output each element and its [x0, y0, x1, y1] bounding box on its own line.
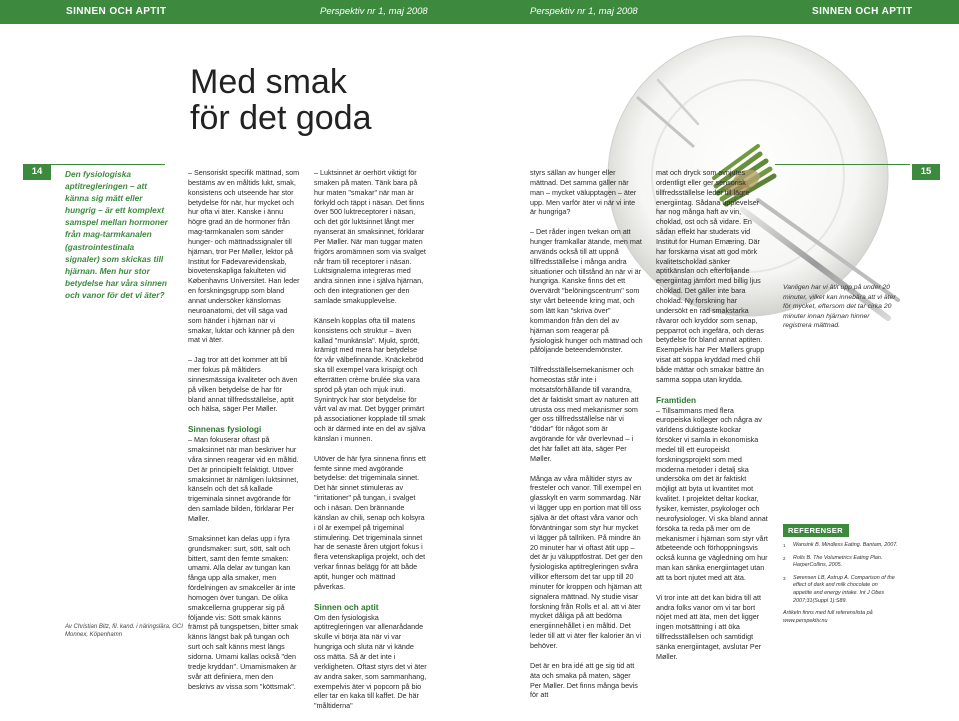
- rule-left: [45, 164, 165, 165]
- paragraph: – Det råder ingen tvekan om att hunger framkallar ätande, men mat används också till att uppnå tillfredsställelse i många andra situationer och tillstånd än när vi är hungriga. Kanske finns det ett övervärdt "belöningscentrum" som styr vårt beteende kring mat, och som lätt kan "skriva över" kommandon från den del av hjärnan som reagerar på fysiologisk hunger och mättnad och påföljande beteendemönster.: [530, 227, 643, 355]
- rule-right: [775, 164, 910, 165]
- headline-line-2: för det goda: [190, 99, 372, 137]
- lead-paragraph: Den fysiologiska aptitregleringen – att känna sig mätt eller hungrig – är ett komplext samspel mellan hormoner från mag-tarmkanalen (gastrointestinala signaler) som skickas till hjärnan. Men hur stor betydelse har våra sinnen och vanor för det vi äter?: [65, 169, 168, 300]
- paragraph: Smaksinnet kan delas upp i fyra grundsmaker: surt, sött, salt och bittert, samt den femte smaken: umami. Alla delar av tungan kan fånga upp alla smaker, men fördelningen av smakceller är inte homogen över tungan. De olika smakcellerna grupperar sig på följande vis: Sött smak känns främst på tungspetsen, bitter smak känns längst bak på tungan och surt och salt känns mest längs sidorna. Umami kallas också "den tredje kryddan". Umamismaken är svår att definiera, men den beskrivs av vissa som "köttsmak".: [188, 533, 299, 691]
- reference-item: [783, 575, 898, 605]
- paragraph: Om den fysiologiska aptitregleringen var allenarådande skulle vi börja äta när vi var hungriga och sluta när vi kände oss mätta. Så är det inte i verkligheten. Oftast styrs det vi äter av andra saker, som sammanhang, exempelvis äter vi popcorn på bio eller tar en kaka till kaffet. De här "måltiderna": [314, 612, 427, 711]
- paragraph: – Luktsinnet är oerhört viktigt för smaken på maten. Tänk bara på hur maten "smakar" när man är förkyld och täppt i näsan. Det finns över 500 luktreceptorer i näsan, och det gör luktsinnet långt mer nyanserat än smaksinnet, förklarar Per Møller. När man tuggar maten frigörs aromämnen som via svalget når fram till receptorer i näsan. Luktsignalerna integreras med andra sinnen inne i själva hjärnan, och den integrationen ger den samlade smakupplevelse.: [314, 168, 426, 305]
- section-title-left: SINNEN OCH APTIT: [66, 6, 167, 17]
- author-byline: Av Christian Bitz, fil. kand. i näringslära, GCI Monnex, Köpenhamn: [65, 624, 183, 638]
- image-caption: Vanligen har vi ätit upp på under 20 minuter, vilket kan innebära att vi äter för mycket, eftersom det tar cirka 20 minuter innan hjärnan hinner registrera mättnad.: [783, 284, 896, 330]
- subheading: Sinnen och aptit: [314, 601, 379, 612]
- subheading: Framtiden: [656, 394, 697, 405]
- paragraph: – Jag tror att det kommer att bli mer fokus på måltiders sinnesmässiga kvaliteter och även på vilken betydelse de har för bland annat tillfredsställelse, aptit och hälsa, säger Per Møller.: [188, 355, 298, 414]
- paragraph: – Sensoriskt specifik mättnad, som bestäms av en måltids lukt, smak, konsistens och utseende har stor betydelse för när, hur mycket och hur ofta vi äter. Kanske i ännu högre grad än de hormoner från mag-tarmkanalen som sänder hunger- och mättnadssignaler till hjärnan, tror Per Møller, lektor på Institut for Fødevarevidenskab, biovetenskapliga fakulteten vid Københavns Universitet. Han leder en forskningsgrupp som bland annat undersöker känslornas neuroanatomi, det vill säga vad som händer i hjärnan när vi smakar, luktar och känner på den mat vi äter.: [188, 168, 300, 345]
- paragraph: Känseln kopplas ofta till matens konsistens och struktur – även kallad "munkänsla". Mjukt, sprött, krämigt med mera har betydelse för vår välbefinnande. Knäckebröd ska till exempel vara krispigt och efterrätten crème brulée ska vara spröd på ytan och mjuk inuti. Synintryck har stor betydelse för vårt val av mat. Det bygger primärt på associationer kopplade till smak och är därmed inte en del av själva känslan i munnen.: [314, 315, 426, 443]
- paragraph: Utöver de här fyra sinnena finns ett femte sinne med avgörande betydelse: det trigeminala sinnet. Det här sinnet stimuleras av "irritationer" på tungan, i svalget och i näsan. Den brännande känslan av chili, senap och kolsyra i öl är exempel på trigeminal stimulering. Det trigeminala sinnet har de senaste åren utgjort fokus i flera vetenskapliga projekt, och det verkar finnas belägg för att både aptit, hunger och mättnad påverkas.: [314, 453, 426, 591]
- page-number-left: 14: [23, 164, 51, 180]
- body-column-1: [188, 168, 301, 701]
- body-column-3: [530, 168, 643, 710]
- body-column-2: [314, 168, 427, 721]
- paragraph: – Man fokuserar oftast på smaksinnet när man beskriver hur våra sinnen reagerar vid en måltid. Det är principiellt felaktigt. Utöver smaksinnet är nämligen luktsinnet, känseln och det så kallade trigeminala sinnet avgörande för den samlade bilden, förklarar Per Møller.: [188, 435, 299, 523]
- reference-text: Rolls B. The Volumetrics Eating Plan. HarperCollins, 2005.: [793, 554, 883, 569]
- page-header-bar: [0, 0, 959, 24]
- reference-number: 2: [783, 555, 786, 561]
- reference-number: 1: [783, 543, 786, 548]
- reference-number: 3: [783, 575, 786, 581]
- reference-text: Sørensen LB, Astrup A. Comparison of the effect of dark and milk chocolate on appetite and energy intake. Int J Obes 2007;31(Suppl 1):S89.: [793, 574, 895, 604]
- paragraph: – Tillsammans med flera europeiska kolleger och några av världens duktigaste kockar försöker vi samla in ekonomiska medel till ett europeiskt forskningsprojekt som med moderna metoder i detalj ska undersöka om det är faktiskt möjligt att byta ut kvantitet mot kvalitet. I projektet deltar kockar, fysiker, kemister, psykologer och neurofysiologer. Vi ska bland annat försöka ta reda på mer om de mekanismer i hjärnan som styr vårt ätbeteende och förhoppningsvis också kunna ge vägledning om hur man kan sänka energiintaget utan att ta bort njutet med att äta.: [656, 405, 768, 582]
- reference-text: Wansink B. Mindless Eating. Bantam, 2007.: [793, 542, 898, 548]
- issue-label-right: Perspektiv nr 1, maj 2008: [530, 6, 638, 17]
- reference-item: [783, 555, 898, 570]
- headline-line-1: Med smak: [190, 63, 347, 101]
- paragraph: Vi tror inte att det kan bidra till att andra folks vanor om vi tar bort nöjet med att äta, men det ligger ingen motsättning i att öka tillfredsställelsen och samtidigt sänka energiintaget, avslutar Per Møller.: [656, 592, 762, 661]
- section-title-right: SINNEN OCH APTIT: [812, 6, 913, 17]
- issue-label-left: Perspektiv nr 1, maj 2008: [320, 6, 428, 17]
- paragraph: Tillfredsställelsemekanismer och homeostas står inte i motsatsförhållande till varandra, det är faktiskt smart av naturen att utrusta oss med mekanismer som ger oss tillfredsställelse när vi "dödar" för något som är avgörande för vår överlevnad – i det här fallet att äta, säger Per Møller.: [530, 365, 639, 463]
- reference-item: [783, 542, 898, 550]
- references-list: [783, 542, 898, 625]
- body-column-4: [656, 168, 769, 672]
- page-number-right: 15: [912, 164, 940, 180]
- paragraph: Det är en bra idé att ge sig tid att äta och smaka på maten, säger Per Møller. Det finns många bevis för att: [530, 660, 638, 700]
- paragraph: mat och dryck som avnjutes ordentligt eller ger sensorisk tillfredsställelse leder till lägre energiintag. Sådana upplevelser har nog många haft av vin, choklad, ost och så vidare. En sådan effekt har studerats vid Institut for Human Ernæring. Där har forskarna visat att god mörk kvalitetschoklad sänker aptitkänslan och efterföljande energiintag jämfört med billig ljus choklad. Det gäller inte bara choklad. Ny forskning har undersökt en rad smakstarka råvaror och kryddor som senap, pepparrot och ingefära, och deras betydelse för bland annat aptiten. Exempelvis har Per Møllers grupp visat att soppa kryddad med chili både mättar och smakar bättre än samma soppa utan krydda.: [656, 168, 765, 384]
- references-heading: REFERENSER: [783, 524, 849, 537]
- references-footer-link[interactable]: Artikeln finns med full referenslista på www.perspektiv.nu: [783, 610, 873, 624]
- paragraph: Många av våra måltider styrs av fresteler och vanor. Till exempel en glasskylt en varm sommardag. När vi lägger upp en portion mat till oss själva är det oftast våra vanor och förväntningar som styr hur mycket vi lägger på tallriken. På mindre än 20 minuter har vi oftast ätit upp – det är ju välupptfostrat. Det ger den fysiologiska aptitregleringen svåra villkor eftersom det tar upp till 20 minuter för kroppen och hjärnan att signalera mättnad. Ny studie visar forskning från Rolls et al. att vi äter mycket dåliga på att bedöma energiinnehållet i en måltid. Det leder till att vi äter fler kalorier än vi behöver.: [530, 473, 643, 650]
- paragraph: styrs sällan av hunger eller mättnad. Det samma gäller när man – mycket välupptagen – äter upp. Men varför äter vi när vi inte är hungriga?: [530, 168, 637, 217]
- subheading: Sinnenas fysiologi: [188, 424, 262, 435]
